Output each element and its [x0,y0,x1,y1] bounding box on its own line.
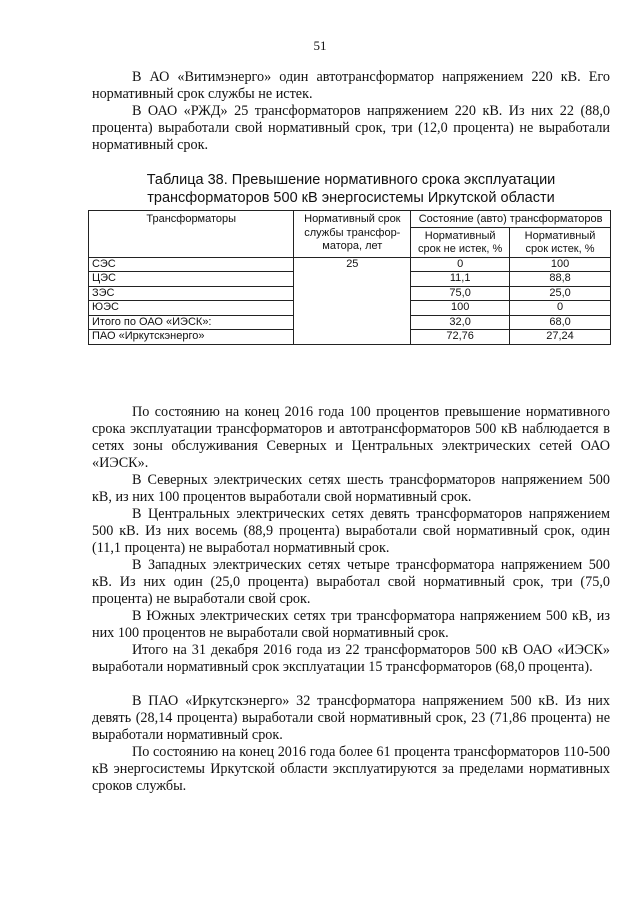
paragraph-southern-networks: В Южных электрических сетях три трансформатора напряжением 500 кВ, из них 100 процентов не выработали свой нормативный срок. [92,608,610,641]
row-name: ПАО «Иркутскэнерго» [89,330,294,345]
table-caption [92,171,610,207]
row-name: Итого по ОАО «ИЭСК»: [89,315,294,330]
row-not-expired: 72,76 [411,330,510,345]
header-normative-term: Нормативный срок службы трансфор-матора, лет [294,211,411,258]
page-number: 51 [313,38,327,53]
row-name: СЭС [89,257,294,272]
header-not-expired: Нормативный срок не истек, % [411,227,510,257]
table-caption-line-2: трансформаторов 500 кВ энергосистемы Иркутской области [147,190,555,206]
row-expired: 68,0 [510,315,611,330]
table-row [89,257,611,272]
row-not-expired: 0 [411,257,510,272]
paragraph-conclusion: По состоянию на конец 2016 года более 61 процента трансформаторов 110-500 кВ энергосистемы Иркутской области эксплуатируются за пределами нормативных сроков службы. [92,744,610,794]
paragraph-summary-2016: По состоянию на конец 2016 года 100 процентов превышение нормативного срока эксплуатации трансформаторов и автотрансформаторов 500 кВ наблюдается в сетях зоны обслуживания Северных и Центральных электрических сетей ОАО «ИЭСК». [92,404,610,471]
transformers-table [88,210,611,345]
row-name: ЗЭС [89,286,294,301]
row-not-expired: 11,1 [411,272,510,287]
paragraph-central-networks: В Центральных электрических сетях девять трансформаторов напряжением 500 кВ. Из них восемь (88,9 процента) выработали свой нормативный срок, один (11,1 процента) не выработал нормативный срок. [92,506,610,556]
paragraph-vitimenergo: В АО «Витимэнерго» один автотрансформатор напряжением 220 кВ. Его нормативный срок службы не истек. [92,69,610,102]
header-state: Состояние (авто) трансформаторов [411,211,611,228]
paragraph-iesk-total: Итого на 31 декабря 2016 года из 22 трансформаторов 500 кВ ОАО «ИЭСК» выработали нормативный срок эксплуатации 15 трансформаторов (68,0 процента). [92,642,610,675]
paragraph-irkutskenergo: В ПАО «Иркутскэнерго» 32 трансформатора напряжением 500 кВ. Из них девять (28,14 процента) выработали свой нормативный срок, 23 (71,86 процента) не выработали нормативный срок. [92,693,610,743]
header-expired: Нормативный срок истек, % [510,227,611,257]
row-expired: 27,24 [510,330,611,345]
row-name: ЮЭС [89,301,294,316]
row-not-expired: 100 [411,301,510,316]
row-expired: 25,0 [510,286,611,301]
header-transformers: Трансформаторы [89,211,294,258]
paragraph-rzhd: В ОАО «РЖД» 25 трансформаторов напряжением 220 кВ. Из них 22 (88,0 процента) выработали свой нормативный срок, три (12,0 процента) не выработали нормативный срок. [92,103,610,153]
row-not-expired: 75,0 [411,286,510,301]
row-not-expired: 32,0 [411,315,510,330]
normative-term-value: 25 [294,257,411,344]
table-caption-line-1: Таблица 38. Превышение нормативного срока эксплуатации [146,172,556,188]
row-name: ЦЭС [89,272,294,287]
paragraph-northern-networks: В Северных электрических сетях шесть трансформаторов напряжением 500 кВ, из них 100 процентов выработали свой нормативный срок. [92,472,610,505]
row-expired: 88,8 [510,272,611,287]
row-expired: 100 [510,257,611,272]
paragraph-western-networks: В Западных электрических сетях четыре трансформатора напряжением 500 кВ. Из них один (25,0 процента) выработал свой нормативный срок, три (75,0 процента) не выработали свой срок. [92,557,610,607]
row-expired: 0 [510,301,611,316]
